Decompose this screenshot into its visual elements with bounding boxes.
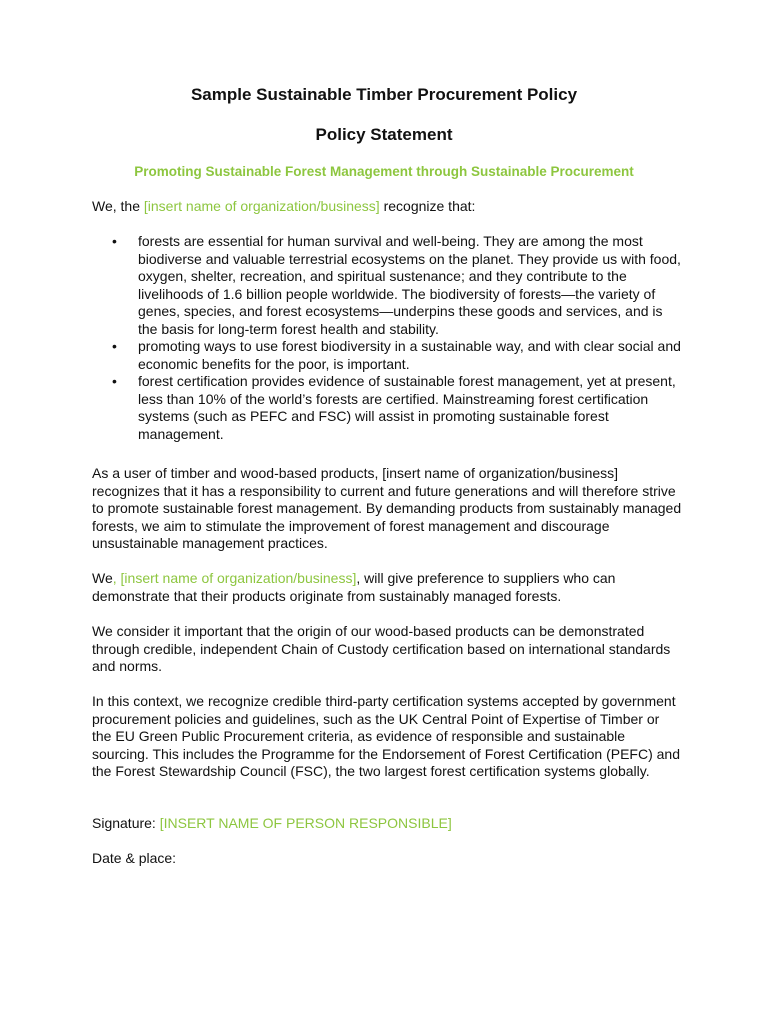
organization-placeholder: [insert name of organization/business]	[143, 198, 380, 214]
list-item	[92, 373, 682, 443]
date-place-line: Date & place:	[92, 850, 177, 866]
list-item	[92, 338, 682, 373]
list-item-text: forests are essential for human survival and well-being. They are among the most biodiverse and valuable terrestrial ecosystems on the planet. They provide us with food, oxygen, shelter, recreation, and spiritual sustenance; and they contribute to the livelihoods of 1.6 billion people worldwide. The biodiversity of forests—the variety of genes, species, and forest ecosystems—underpins these goods and services, and is the basis for long-term forest health and stability.	[138, 233, 681, 337]
document-title: Sample Sustainable Timber Procurement Policy	[190, 85, 578, 104]
recognition-list	[92, 233, 682, 443]
supplier-preference-paragraph	[92, 570, 682, 605]
bullet-icon: •	[112, 338, 117, 354]
bullet-icon: •	[112, 373, 117, 389]
signature-label: Signature:	[92, 815, 160, 831]
intro-paragraph	[92, 198, 682, 216]
certification-context-paragraph: In this context, we recognize credible third-party certification systems accepted by government procurement policies and guidelines, such as the UK Central Point of Expertise of Timber or the EU Green Public Procurement criteria, as evidence of responsible and sustainable sourcing. This includes the Programme for the Endorsement of Forest Certification (PEFC) and the Forest Stewardship Council (FSC), the two largest forest certification systems globally.	[92, 693, 680, 779]
organization-placeholder: , [insert name of organization/business]	[112, 570, 357, 586]
preference-prefix: We	[92, 570, 113, 586]
signature-placeholder: [INSERT NAME OF PERSON RESPONSIBLE]	[159, 815, 452, 831]
document-tagline: Promoting Sustainable Forest Management through Sustainable Procurement	[134, 164, 634, 179]
intro-prefix: We, the	[92, 198, 144, 214]
list-item	[92, 233, 682, 338]
list-item-text: forest certification provides evidence of sustainable forest management, yet at present, less than 10% of the world’s forests are certified. Mainstreaming forest certification systems (such as PEFC and FSC) will assist in promoting sustainable forest management.	[138, 373, 676, 442]
list-item-text: promoting ways to use forest biodiversity in a sustainable way, and with clear social and economic benefits for the poor, is important.	[138, 338, 681, 372]
bullet-icon: •	[112, 233, 117, 249]
chain-of-custody-paragraph: We consider it important that the origin of our wood-based products can be demonstrated through credible, independent Chain of Custody certification based on international standards and norms.	[92, 623, 671, 674]
user-responsibility-paragraph: As a user of timber and wood-based products, [insert name of organization/business] recognizes that it has a responsibility to current and future generations and will therefore strive to promote sustainable forest management. By demanding products from sustainably managed forests, we aim to stimulate the improvement of forest management and discourage unsustainable management practices.	[92, 465, 682, 551]
preference-suffix: , will give preference to suppliers who can demonstrate that their products originate from sustainably managed forests.	[92, 570, 616, 604]
document-subtitle: Policy Statement	[315, 125, 453, 144]
intro-suffix: recognize that:	[379, 198, 476, 214]
signature-line	[92, 815, 682, 833]
